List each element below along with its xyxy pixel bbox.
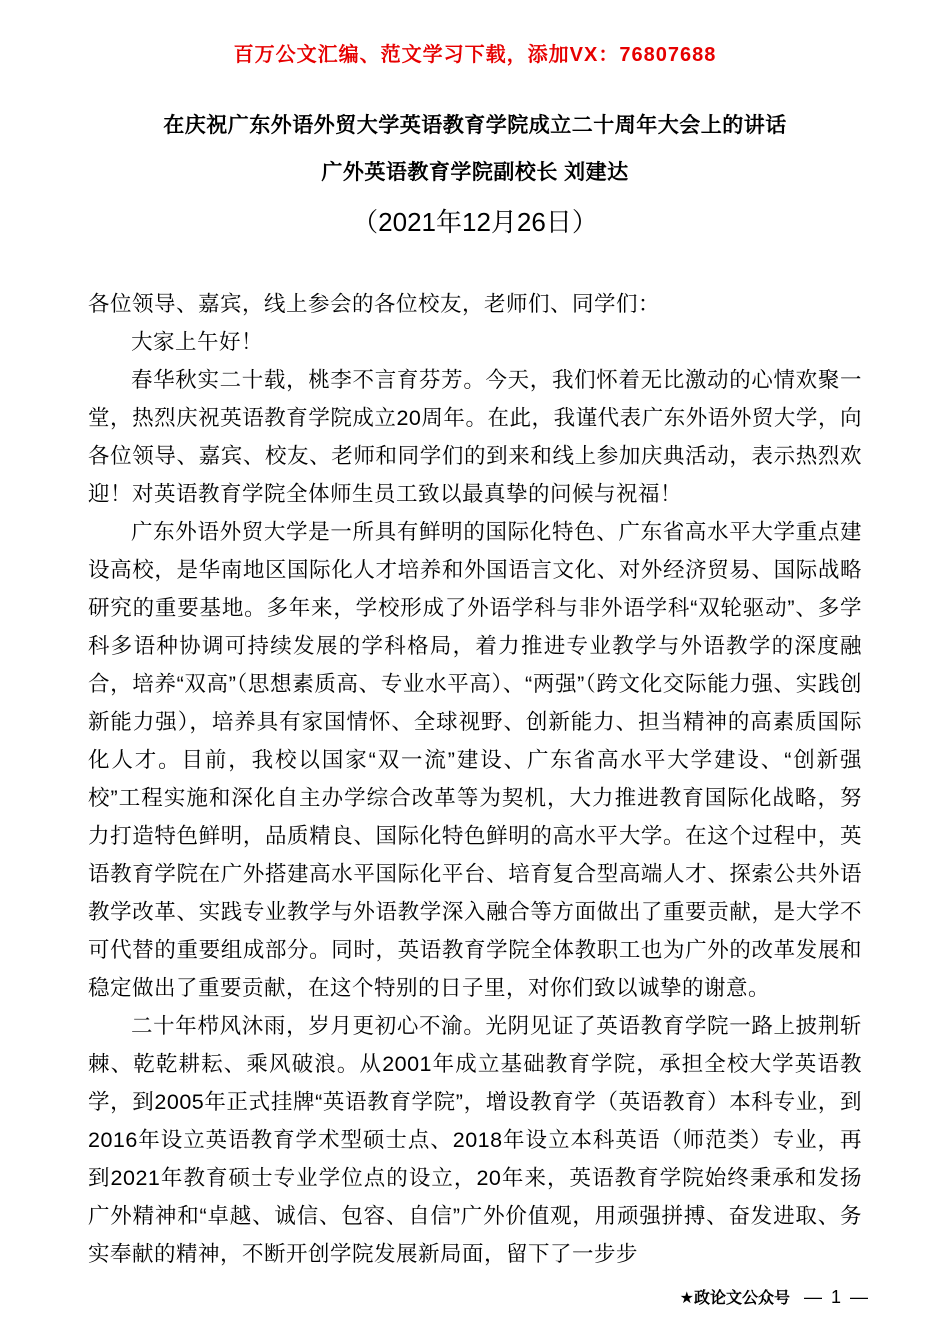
page-footer bbox=[680, 1285, 870, 1308]
document-author: 广外英语教育学院副校长 刘建达 bbox=[321, 161, 629, 184]
page-number: — 1 — bbox=[803, 1287, 870, 1307]
document-title: 在庆祝广东外语外贸大学英语教育学院成立二十周年大会上的讲话 bbox=[163, 114, 787, 137]
paragraph-opening: 春华秋实二十载，桃李不言育芬芳。今天，我们怀着无比激动的心情欢聚一堂，热烈庆祝英语教育学院成立20周年。在此，我谨代表广东外语外贸大学，向各位领导、嘉宾、校友、老师和同学们的到来和线上参加庆典活动，表示热烈欢迎！对英语教育学院全体师生员工致以最真挚的问候与祝福！ bbox=[88, 368, 862, 506]
document-date: （2021年12月26日） bbox=[352, 207, 598, 237]
paragraph-salutation: 各位领导、嘉宾，线上参会的各位校友，老师们、同学们： bbox=[88, 292, 661, 316]
paragraph-history: 二十年栉风沐雨，岁月更初心不渝。光阴见证了英语教育学院一路上披荆斩棘、乾乾耕耘、乘风破浪。从2001年成立基础教育学院，承担全校大学英语教学，到2005年正式挂牌“英语教育学院”，增设教育学（英语教育）本科专业，到2016年设立英语教育学术型硕士点、2018年设立本科英语（师范类）专业，再到2021年教育硕士专业学位点的设立，20年来，英语教育学院始终秉承和发扬广外精神和“卓越、诚信、包容、自信”广外价值观，用顽强拼搏、奋发进取、务实奉献的精神，不断开创学院发展新局面，留下了一步步 bbox=[88, 1014, 862, 1266]
footer-source-label: ★政论文公众号 bbox=[679, 1290, 790, 1307]
paragraph-university-intro: 广东外语外贸大学是一所具有鲜明的国际化特色、广东省高水平大学重点建设高校，是华南地区国际化人才培养和外国语言文化、对外经济贸易、国际战略研究的重要基地。多年来，学校形成了外语学科与非外语学科“双轮驱动”、多学科多语种协调可持续发展的学科格局，着力推进专业教学与外语教学的深度融合，培养“双高”（思想素质高、专业水平高）、“两强”（跨文化交际能力强、实践创新能力强），培养具有家国情怀、全球视野、创新能力、担当精神的高素质国际化人才。目前，我校以国家“双一流”建设、广东省高水平大学建设、“创新强校”工程实施和深化自主办学综合改革等为契机，大力推进教育国际化战略，努力打造特色鲜明，品质精良、国际化特色鲜明的高水平大学。在这个过程中，英语教育学院在广外搭建高水平国际化平台、培育复合型高端人才、探索公共外语教学改革、实践专业教学与外语教学深入融合等方面做出了重要贡献，是大学不可代替的重要组成部分。同时，英语教育学院全体教职工也为广外的改革发展和稳定做出了重要贡献，在这个特别的日子里，对你们致以诚挚的谢意。 bbox=[88, 520, 862, 1000]
paragraph-greeting: 大家上午好！ bbox=[131, 330, 264, 354]
promo-banner: 百万公文汇编、范文学习下载，添加VX：76807688 bbox=[233, 44, 717, 66]
document-body bbox=[88, 285, 862, 1273]
